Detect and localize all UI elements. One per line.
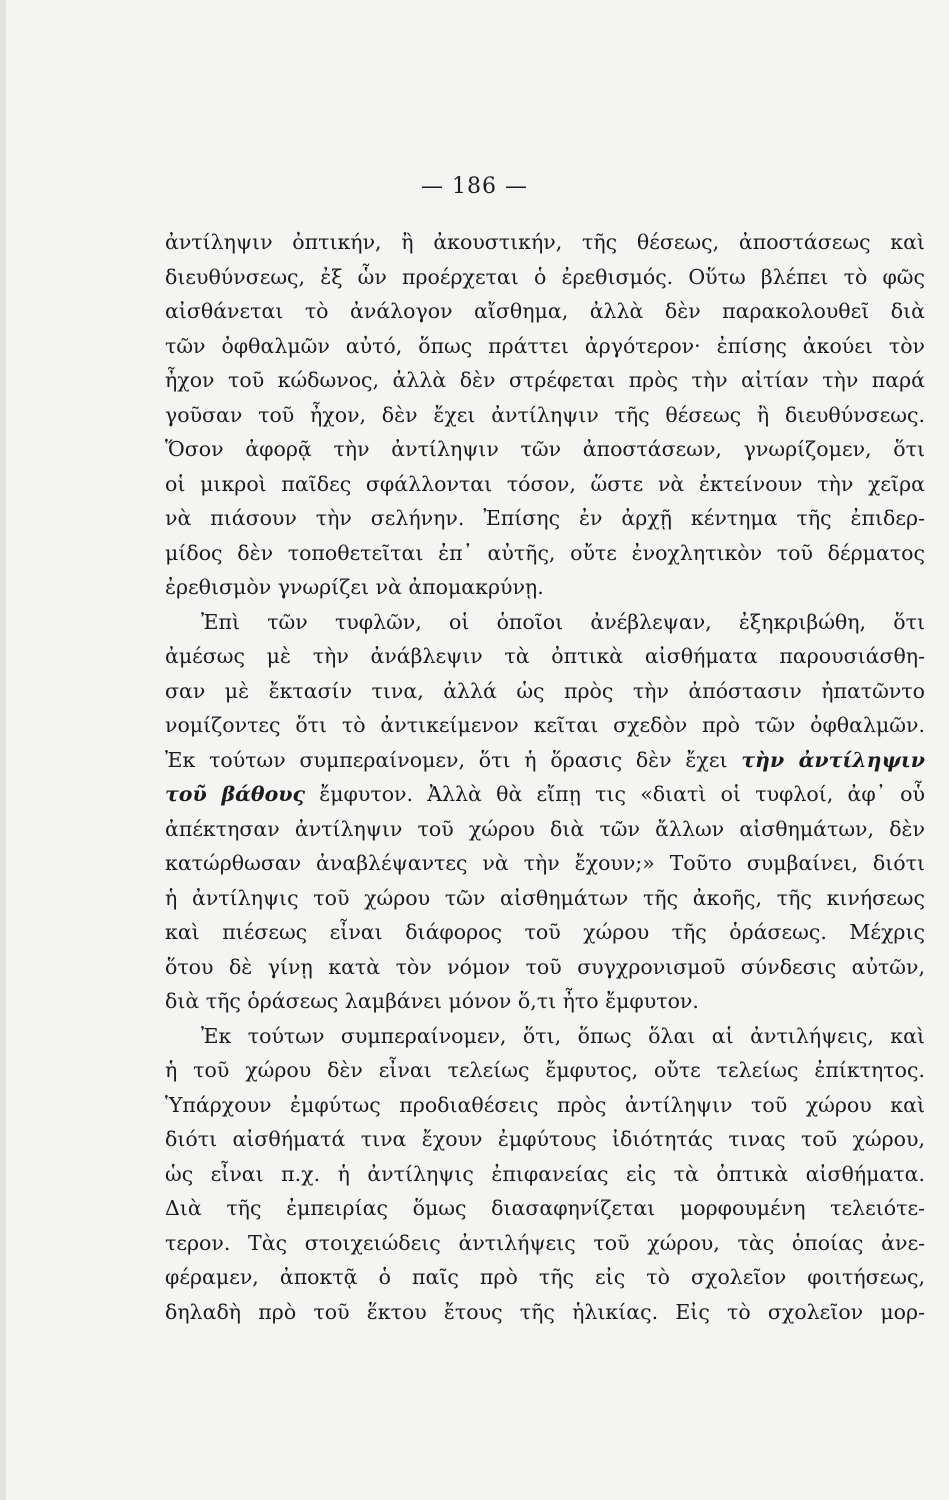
- line-text: ἀμέσως μὲ τὴν ἀνάβλεψιν τὰ ὀπτικὰ αἰσθήματα παρουσιάσθη-: [165, 644, 925, 668]
- text-line: [165, 950, 925, 985]
- line-text: ἀντίληψιν ὀπτικήν, ἢ ἀκουστικήν, τῆς θέσεως, ἀποστάσεως καὶ: [165, 230, 925, 254]
- text-line: [165, 984, 925, 1019]
- text-line: [165, 639, 925, 674]
- text-line: [165, 1260, 925, 1295]
- text-line: [165, 225, 925, 260]
- line-text: ἡ τοῦ χώρου δὲν εἶναι τελείως ἔμφυτος, οὔτε τελείως ἐπίκτητος.: [165, 1058, 925, 1082]
- line-text: Ἐπὶ τῶν τυφλῶν, οἱ ὁποῖοι ἀνέβλεψαν, ἐξηκριβώθη, ὅτι: [201, 609, 925, 634]
- text-line: [165, 363, 925, 398]
- text-line: [165, 1295, 925, 1330]
- text-line: [165, 570, 925, 605]
- line-text: διότι αἰσθήματά τινα ἔχουν ἐμφύτους ἰδιότητάς τινας τοῦ χώρου,: [165, 1127, 925, 1151]
- text-line: [165, 881, 925, 916]
- line-text: Διὰ τῆς ἐμπειρίας ὅμως διασαφηνίζεται μορφουμένη τελειότε-: [165, 1196, 925, 1220]
- text-line: [165, 467, 925, 502]
- page-number: — 186 —: [421, 174, 528, 199]
- line-text: ὡς εἶναι π.χ. ἡ ἀντίληψις ἐπιφανείας εἰς τὰ ὀπτικὰ αἰσθήματα.: [165, 1161, 925, 1186]
- text-line: [165, 294, 925, 329]
- line-text: ἀπέκτησαν ἀντίληψιν τοῦ χώρου διὰ τῶν ἄλλων αἰσθημάτων, δὲν: [165, 816, 925, 841]
- text-line: [165, 260, 925, 295]
- text-line: [165, 605, 925, 640]
- line-text: νὰ πιάσουν τὴν σελήνην. Ἐπίσης ἐν ἀρχῇ κέντημα τῆς ἐπιδερ-: [165, 506, 925, 530]
- line-text: οἱ μικροὶ παῖδες σφάλλονται τόσον, ὥστε νὰ ἐκτείνουν τὴν χεῖρα: [165, 471, 925, 496]
- text-line: [165, 501, 925, 536]
- text-line: [165, 777, 925, 812]
- emphasized-phrase: τὴν ἀντίληψιν: [741, 747, 926, 772]
- text-line: [165, 398, 925, 433]
- line-text: νομίζοντες ὅτι τὸ ἀντικείμενον κεῖται σχεδὸν πρὸ τῶν ὀφθαλμῶν.: [165, 713, 925, 737]
- text-line: [165, 1019, 925, 1054]
- line-text: Ἐκ τούτων συμπεραίνομεν, ὅτι ἡ ὅρασις δὲν ἔχει: [165, 747, 742, 772]
- text-line: [165, 1226, 925, 1261]
- text-line: [165, 1157, 925, 1192]
- line-text: ἐρεθισμὸν γνωρίζει νὰ ἀπομακρύνῃ.: [165, 575, 544, 599]
- line-text: σαν μὲ ἔκτασίν τινα, ἀλλά ὡς πρὸς τὴν ἀπόστασιν ἠπατῶντο: [165, 678, 925, 703]
- line-text: ὅτου δὲ γίνῃ κατὰ τὸν νόμον τοῦ συγχρονισμοῦ σύνδεσις αὐτῶν,: [165, 954, 925, 979]
- line-text: φέραμεν, ἀποκτᾷ ὁ παῖς πρὸ τῆς εἰς τὸ σχολεῖον φοιτήσεως,: [165, 1265, 925, 1289]
- text-line: [165, 1191, 925, 1226]
- text-line: [165, 812, 925, 847]
- line-text: ἦχον τοῦ κώδωνος, ἀλλὰ δὲν στρέφεται πρὸς τὴν αἰτίαν τὴν παρά: [165, 368, 925, 392]
- line-text: διευθύνσεως, ἐξ ὧν προέρχεται ὁ ἐρεθισμός. Οὕτω βλέπει τὸ φῶς: [165, 264, 925, 289]
- text-line: [165, 743, 925, 778]
- text-line: [165, 329, 925, 364]
- line-text: ἔμφυτον. Ἀλλὰ θὰ εἴπῃ τις «διατὶ οἱ τυφλοί, ἀφ᾽ οὗ: [304, 782, 925, 806]
- line-text: διὰ τῆς ὁράσεως λαμβάνει μόνον ὅ,τι ἦτο ἔμφυτον.: [165, 989, 699, 1013]
- line-text: τῶν ὀφθαλμῶν αὐτό, ὅπως πράττει ἀργότερον· ἐπίσης ἀκούει τὸν: [165, 333, 925, 358]
- text-line: [165, 1122, 925, 1157]
- emphasized-phrase: τοῦ βάθους: [165, 782, 305, 806]
- text-line: [165, 846, 925, 881]
- line-text: τερον. Τὰς στοιχειώδεις ἀντιλήψεις τοῦ χώρου, τὰς ὁποίας ἀνε-: [165, 1230, 925, 1255]
- page-edge-shadow: [0, 0, 6, 1500]
- text-line: [165, 432, 925, 467]
- text-line: [165, 708, 925, 743]
- line-text: γοῦσαν τοῦ ἦχον, δὲν ἔχει ἀντίληψιν τῆς θέσεως ἢ διευθύνσεως.: [165, 402, 925, 427]
- line-text: δηλαδὴ πρὸ τοῦ ἕκτου ἔτους τῆς ἡλικίας. Εἰς τὸ σχολεῖον μορ-: [165, 1299, 925, 1324]
- body-text: [165, 225, 925, 1329]
- line-text: καὶ πιέσεως εἶναι διάφορος τοῦ χώρου τῆς ὁράσεως. Μέχρις: [165, 920, 925, 944]
- text-line: [165, 1053, 925, 1088]
- line-text: Ἐκ τούτων συμπεραίνομεν, ὅτι, ὅπως ὅλαι αἱ ἀντιλήψεις, καὶ: [201, 1023, 925, 1048]
- text-line: [165, 674, 925, 709]
- line-text: αἰσθάνεται τὸ ἀνάλογον αἴσθημα, ἀλλὰ δὲν παρακολουθεῖ διὰ: [165, 299, 925, 323]
- text-line: [165, 536, 925, 571]
- line-text: κατώρθωσαν ἀναβλέψαντες νὰ τὴν ἔχουν;» Τοῦτο συμβαίνει, διότι: [165, 851, 925, 875]
- line-text: μίδος δὲν τοποθετεῖται ἐπ᾽ αὐτῆς, οὔτε ἐνοχλητικὸν τοῦ δέρματος: [165, 540, 925, 565]
- line-text: ἡ ἀντίληψις τοῦ χώρου τῶν αἰσθημάτων τῆς ἀκοῆς, τῆς κινήσεως: [165, 885, 925, 910]
- text-line: [165, 1088, 925, 1123]
- text-line: [165, 915, 925, 950]
- line-text: Ὅσον ἀφορᾷ τὴν ἀντίληψιν τῶν ἀποστάσεων, γνωρίζομεν, ὅτι: [165, 437, 925, 461]
- line-text: Ὑπάρχουν ἐμφύτως προδιαθέσεις πρὸς ἀντίληψιν τοῦ χώρου καὶ: [165, 1092, 925, 1117]
